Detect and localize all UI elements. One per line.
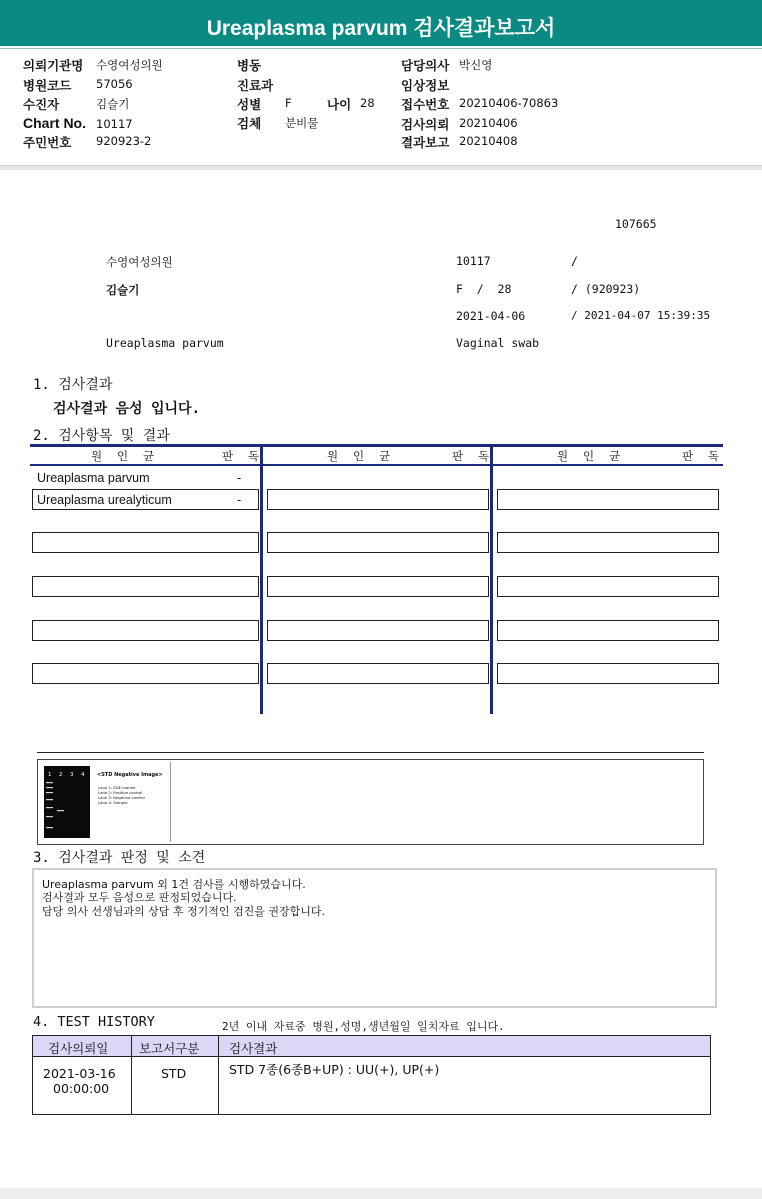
patient-name-label: 수진자 <box>23 97 60 112</box>
ward-label: 병동 <box>237 58 262 73</box>
history-col-date: 검사의뢰일 <box>48 1041 109 1056</box>
result-cell <box>497 663 719 684</box>
report-date-value: 20210408 <box>459 134 518 148</box>
col-pathogen-2: 원 인 균 <box>327 449 395 463</box>
chart-no-value: 10117 <box>96 117 133 131</box>
opinion-line-2: 검사결과 모두 음성으로 판정되었습니다. <box>42 891 237 904</box>
history-table <box>32 1035 711 1115</box>
result-cell <box>32 663 259 684</box>
col-pathogen-3: 원 인 균 <box>557 449 625 463</box>
section1-heading: 1. 검사결과 <box>33 377 113 393</box>
item-name-2: Ureaplasma urealyticum <box>37 493 172 507</box>
info-clinic: 수영여성의원 <box>106 255 173 269</box>
result-cell <box>267 489 489 510</box>
info-report-datetime: / 2021-04-07 15:39:35 <box>571 309 711 322</box>
gel-band <box>57 810 64 811</box>
request-date-label: 검사의뢰 <box>401 117 450 132</box>
history-row-type: STD <box>161 1066 187 1081</box>
result-cell <box>32 620 259 641</box>
gel-title: <STD Negative Image> <box>97 772 163 778</box>
gel-band <box>46 827 53 828</box>
item-name-1: Ureaplasma parvum <box>37 471 150 485</box>
info-specimen: Vaginal swab <box>456 336 540 350</box>
history-row-time: 00:00:00 <box>53 1081 110 1096</box>
history-row-date: 2021-03-16 <box>43 1066 116 1081</box>
result-cell <box>267 576 489 597</box>
gel-legend-item: Lane 3: Negative control <box>98 795 145 800</box>
result-cell <box>497 489 719 510</box>
result-cell <box>267 532 489 553</box>
hospital-name-value: 수영여성의원 <box>96 58 163 72</box>
section2-heading: 2. 검사항목 및 결과 <box>33 428 170 444</box>
info-test-name: Ureaplasma parvum <box>106 336 224 350</box>
gel-lane-label: 2 <box>59 772 63 778</box>
clinical-info-label: 임상정보 <box>401 78 450 93</box>
result-cell <box>32 532 259 553</box>
sex-label: 성별 <box>237 97 262 112</box>
col-result-2: 판 독 <box>452 449 494 463</box>
gel-lane-label: 1 <box>48 772 52 778</box>
receipt-no-label: 접수번호 <box>401 97 450 112</box>
hospital-code-value: 57056 <box>96 77 133 91</box>
gel-band <box>46 792 53 793</box>
info-patient-name: 김슬기 <box>106 283 140 297</box>
history-note: 2년 이내 자료중 병원,성명,생년월일 일치자료 입니다. <box>222 1020 505 1033</box>
history-row-result: STD 7종(6종B+UP) : UU(+), UP(+) <box>229 1062 440 1077</box>
section4-heading: 4. TEST HISTORY <box>33 1014 155 1030</box>
specimen-label: 검체 <box>237 116 262 131</box>
result-cell <box>32 576 259 597</box>
gel-band <box>46 799 53 800</box>
opinion-line-1: Ureaplasma parvum 외 1건 검사를 시행하였습니다. <box>42 878 306 891</box>
history-col-divider <box>218 1036 219 1114</box>
col-pathogen-1: 원 인 균 <box>91 449 159 463</box>
opinion-line-3: 담당 의사 선생님과의 상담 후 정기적인 검진을 권장합니다. <box>42 905 325 918</box>
info-sex-age: F / 28 <box>456 282 512 296</box>
receipt-no-value: 20210406-70863 <box>459 96 559 110</box>
section1-result: 검사결과 음성 입니다. <box>53 401 201 417</box>
section-divider <box>37 752 704 753</box>
table-header-rule <box>30 464 723 466</box>
resident-no-value: 920923-2 <box>96 134 152 148</box>
report-title: Ureaplasma parvum 검사결과보고서 <box>206 17 556 40</box>
gel-band <box>46 787 53 788</box>
section3-heading: 3. 검사결과 판정 및 소견 <box>33 850 206 866</box>
chart-no-label: Chart No. <box>23 115 86 131</box>
gel-legend-item: Lane 1: SDE marker <box>98 785 136 790</box>
specimen-value: 분비물 <box>285 116 319 130</box>
table-divider-1 <box>260 444 263 714</box>
doctor-value: 박신영 <box>459 58 493 72</box>
gel-svg <box>40 762 171 842</box>
history-col-divider <box>131 1036 132 1114</box>
hospital-name-label: 의뢰기관명 <box>23 58 84 73</box>
gel-legend-item: Lane 2: Positive control <box>98 790 143 795</box>
info-request-date: 2021-04-06 <box>456 309 526 323</box>
result-cell <box>497 620 719 641</box>
gel-band <box>46 816 53 817</box>
result-cell <box>267 663 489 684</box>
header-divider <box>0 166 762 170</box>
sex-value: F <box>285 96 292 110</box>
department-label: 진료과 <box>237 78 274 93</box>
gel-lane-label: 3 <box>70 772 74 778</box>
table-top-rule <box>30 444 723 447</box>
hospital-code-label: 병원코드 <box>23 78 72 93</box>
item-result-2: - <box>237 493 242 507</box>
report-title-bar <box>0 0 762 48</box>
patient-name-value: 김슬기 <box>96 97 130 111</box>
info-birth: / (920923) <box>571 282 641 296</box>
gel-band <box>46 807 53 808</box>
report-number: 107665 <box>615 217 657 231</box>
item-result-1: - <box>237 471 242 485</box>
col-result-3: 판 독 <box>682 449 724 463</box>
gel-electrophoresis-image <box>40 762 171 842</box>
patient-header <box>0 50 762 166</box>
age-label: 나이 <box>327 97 352 112</box>
doctor-label: 담당의사 <box>401 58 450 73</box>
table-divider-2 <box>490 444 493 714</box>
gel-lane-label: 4 <box>81 772 85 778</box>
gel-band <box>46 782 53 783</box>
info-chart-no: 10117 <box>456 254 491 268</box>
info-slash: / <box>571 254 578 268</box>
result-cell <box>497 576 719 597</box>
col-result-1: 판 독 <box>222 449 264 463</box>
age-value: 28 <box>360 96 375 110</box>
result-cell <box>267 620 489 641</box>
gel-legend-item: Lane 4: Sample <box>98 800 128 805</box>
resident-no-label: 주민번호 <box>23 135 72 150</box>
request-date-value: 20210406 <box>459 116 518 130</box>
report-date-label: 결과보고 <box>401 135 450 150</box>
history-col-type: 보고서구분 <box>139 1041 200 1056</box>
result-cell <box>497 532 719 553</box>
page-footer-band <box>0 1188 762 1199</box>
history-col-result: 검사결과 <box>229 1041 278 1056</box>
history-table-header <box>33 1036 710 1057</box>
